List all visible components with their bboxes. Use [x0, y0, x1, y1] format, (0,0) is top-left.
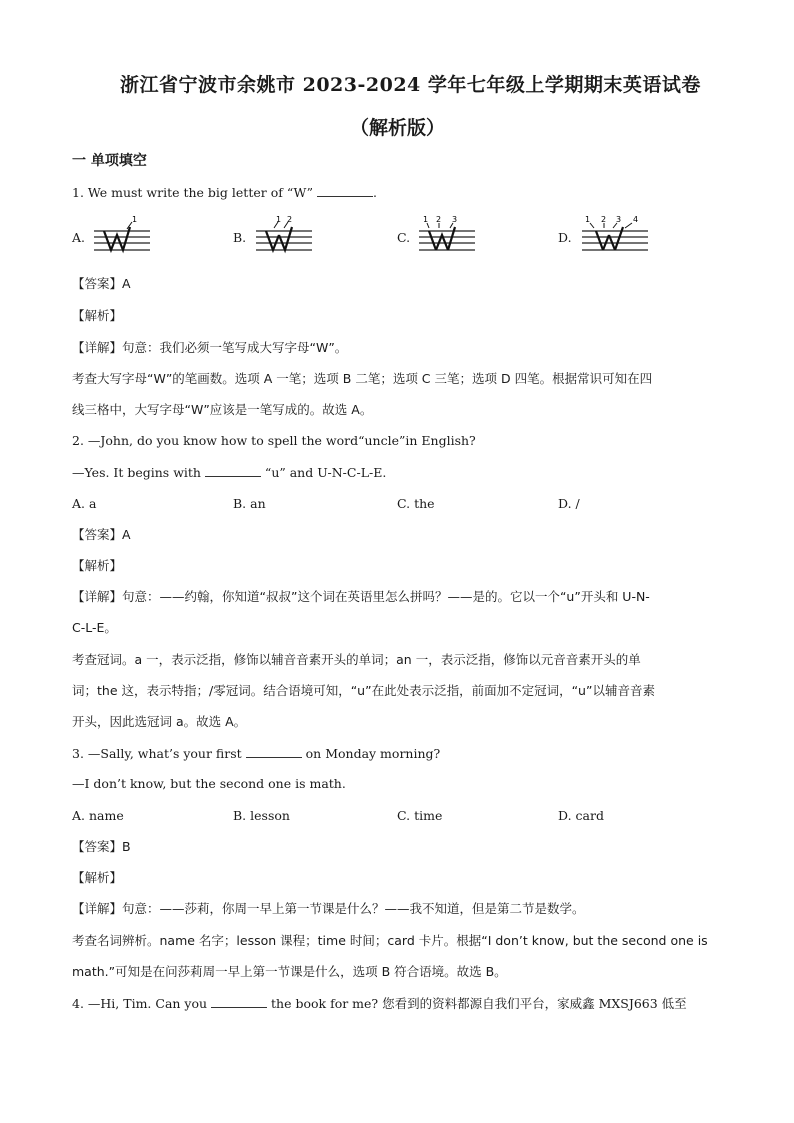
q3-option-c: C. time [397, 808, 443, 823]
q1-option-c-image [417, 213, 477, 257]
q1-option-b-image [254, 213, 314, 257]
svg-text:3: 3 [452, 215, 458, 224]
svg-text:2: 2 [287, 215, 293, 224]
q2-option-d: D. / [558, 496, 580, 511]
section-heading: 一 单项填空 [72, 153, 147, 169]
q2-analysis: 【解析】 [72, 558, 123, 573]
q1-option-c-label: C. [397, 230, 411, 245]
svg-text:2: 2 [436, 215, 442, 224]
q1-option-a-label: A. [72, 230, 86, 245]
q1-option-a-image [92, 213, 152, 257]
q3-analysis: 【解析】 [72, 870, 123, 885]
q3-option-b: B. lesson [233, 808, 290, 823]
q2-detail-line2: C-L-E。 [72, 620, 117, 635]
q1-answer: 【答案】A [72, 276, 131, 291]
q3-option-a: A. name [72, 808, 124, 823]
svg-text:1: 1 [423, 215, 429, 224]
q4-line1 [72, 995, 722, 1012]
q3-detail-line2: 考查名词辨析。name 名字；lesson 课程；time 时间；card 卡片。根据“I don’t know, but the second one is [72, 933, 708, 948]
q3-detail: 【详解】句意：——莎莉，你周一早上第一节课是什么？——我不知道，但是第二节是数学。 [72, 901, 585, 916]
q3-line1-text: 3. —Sally, what’s your first [72, 746, 246, 761]
svg-text:4: 4 [633, 215, 639, 224]
q2-line1: 2. —John, do you know how to spell the word“uncle”in English? [72, 433, 476, 448]
q1-stem [72, 184, 722, 201]
q1-blank [317, 184, 373, 197]
q3-blank [246, 745, 302, 758]
page-title: 浙江省宁波市余姚市 2023-2024 学年七年级上学期期末英语试卷 [120, 74, 701, 96]
q3-line1 [72, 745, 722, 762]
q1-stem-end: . [373, 185, 377, 200]
svg-text:1: 1 [585, 215, 591, 224]
page-subtitle: （解析版） [350, 117, 446, 139]
q2-line2-text: —Yes. It begins with [72, 465, 205, 480]
q2-option-c: C. the [397, 496, 435, 511]
q4-line1-text: 4. —Hi, Tim. Can you [72, 996, 212, 1011]
q3-detail-line3: math.”可知是在问莎莉周一早上第一节课是什么，选项 B 符合语境。故选 B。 [72, 964, 507, 979]
q2-blank [205, 464, 261, 477]
q1-option-b-label: B. [233, 230, 247, 245]
q1-option-d-image [580, 213, 650, 257]
svg-text:3: 3 [616, 215, 622, 224]
q2-detail-line3: 考查冠词。a 一，表示泛指，修饰以辅音音素开头的单词；an 一，表示泛指，修饰以元音音素开头的单 [72, 652, 641, 667]
q2-detail-line4: 词；the 这，表示特指；/零冠词。结合语境可知，“u”在此处表示泛指，前面加不定冠词，“u”以辅音音素 [72, 683, 655, 698]
q4-line1-end: the book for me? 您看到的资料都源自我们平台，家威鑫 MXSJ663 低至 [267, 996, 687, 1011]
q3-option-d: D. card [558, 808, 604, 823]
q3-answer: 【答案】B [72, 839, 131, 854]
q1-detail-line3: 线三格中，大写字母“W”应该是一笔写成的。故选 A。 [72, 402, 373, 417]
q1-detail: 【详解】句意：我们必须一笔写成大写字母“W”。 [72, 340, 348, 355]
q1-a-stroke-num: 1 [132, 215, 138, 224]
svg-text:2: 2 [601, 215, 607, 224]
q3-line1-end: on Monday morning? [301, 746, 441, 761]
q4-blank [211, 995, 267, 1008]
q2-option-a: A. a [72, 496, 97, 511]
q2-answer: 【答案】A [72, 527, 131, 542]
q2-line2 [72, 464, 722, 481]
q2-option-b: B. an [233, 496, 266, 511]
q2-line2-end: “u” and U-N-C-L-E. [260, 465, 387, 480]
q1-detail-line2: 考查大写字母“W”的笔画数。选项 A 一笔；选项 B 二笔；选项 C 三笔；选项 D 四笔。根据常识可知在四 [72, 371, 653, 386]
q2-detail-line5: 开头，因此选冠词 a。故选 A。 [72, 714, 247, 729]
q1-stem-text: 1. We must write the big letter of “W” [72, 185, 317, 200]
q1-analysis: 【解析】 [72, 308, 123, 323]
q1-option-d-label: D. [558, 230, 572, 245]
q2-detail: 【详解】句意：——约翰，你知道“叔叔”这个词在英语里怎么拼吗？——是的。它以一个“u”开头和 U-N- [72, 589, 650, 604]
q3-line2: —I don’t know, but the second one is math. [72, 776, 346, 791]
svg-text:1: 1 [276, 215, 282, 224]
